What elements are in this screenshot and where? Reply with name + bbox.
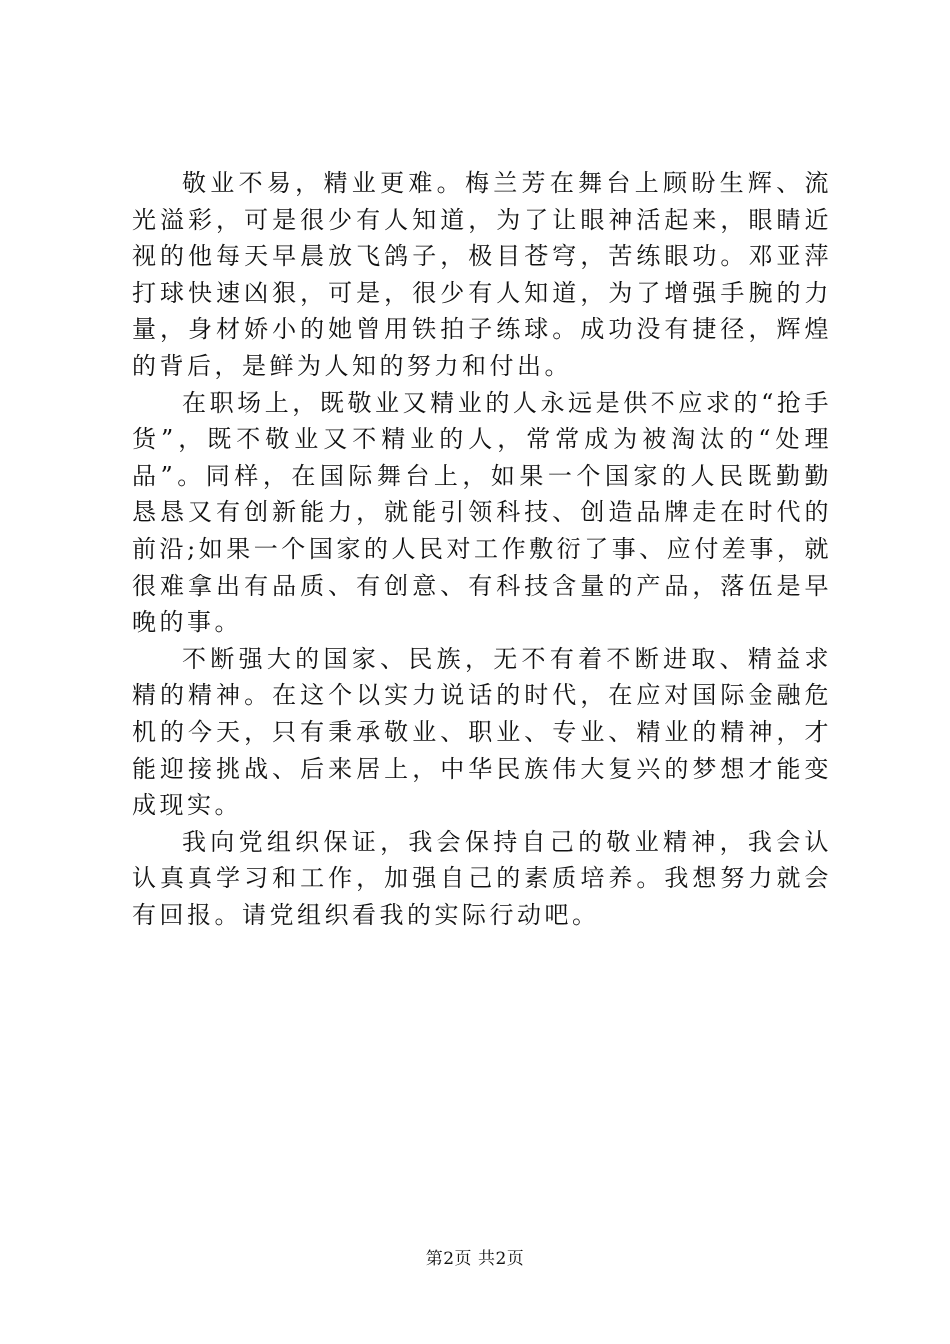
paragraph-4: 我向党组织保证，我会保持自己的敬业精神，我会认认真真学习和工作，加强自己的素质培养。我想努力就会有回报。请党组织看我的实际行动吧。 — [132, 827, 832, 929]
paragraph-2: 在职场上，既敬业又精业的人永远是供不应求的“抢手货”，既不敬业又不精业的人，常常成为被淘汰的“处理品”。同样，在国际舞台上，如果一个国家的人民既勤勤恳恳又有创新能力，就能引领科技、创造品牌走在时代的前沿;如果一个国家的人民对工作敷衍了事、应付差事，就很难拿出有品质、有创意、有科技含量的产品，落伍是早晚的事。 — [132, 388, 832, 637]
paragraph-3: 不断强大的国家、民族，无不有着不断进取、精益求精的精神。在这个以实力说话的时代，在应对国际金融危机的今天，只有秉承敬业、职业、专业、精业的精神，才能迎接挑战、后来居上，中华民族伟大复兴的梦想才能变成现实。 — [132, 644, 832, 820]
paragraph-1: 敬业不易，精业更难。梅兰芳在舞台上顾盼生辉、流光溢彩，可是很少有人知道，为了让眼神活起来，眼睛近视的他每天早晨放飞鸽子，极目苍穹，苦练眼功。邓亚萍打球快速凶狠，可是，很少有人知道，为了增强手腕的力量，身材娇小的她曾用铁拍子练球。成功没有捷径，辉煌的背后，是鲜为人知的努力和付出。 — [132, 169, 832, 380]
document-body — [132, 165, 832, 933]
page-footer: 第2页 共2页 — [425, 1249, 525, 1269]
